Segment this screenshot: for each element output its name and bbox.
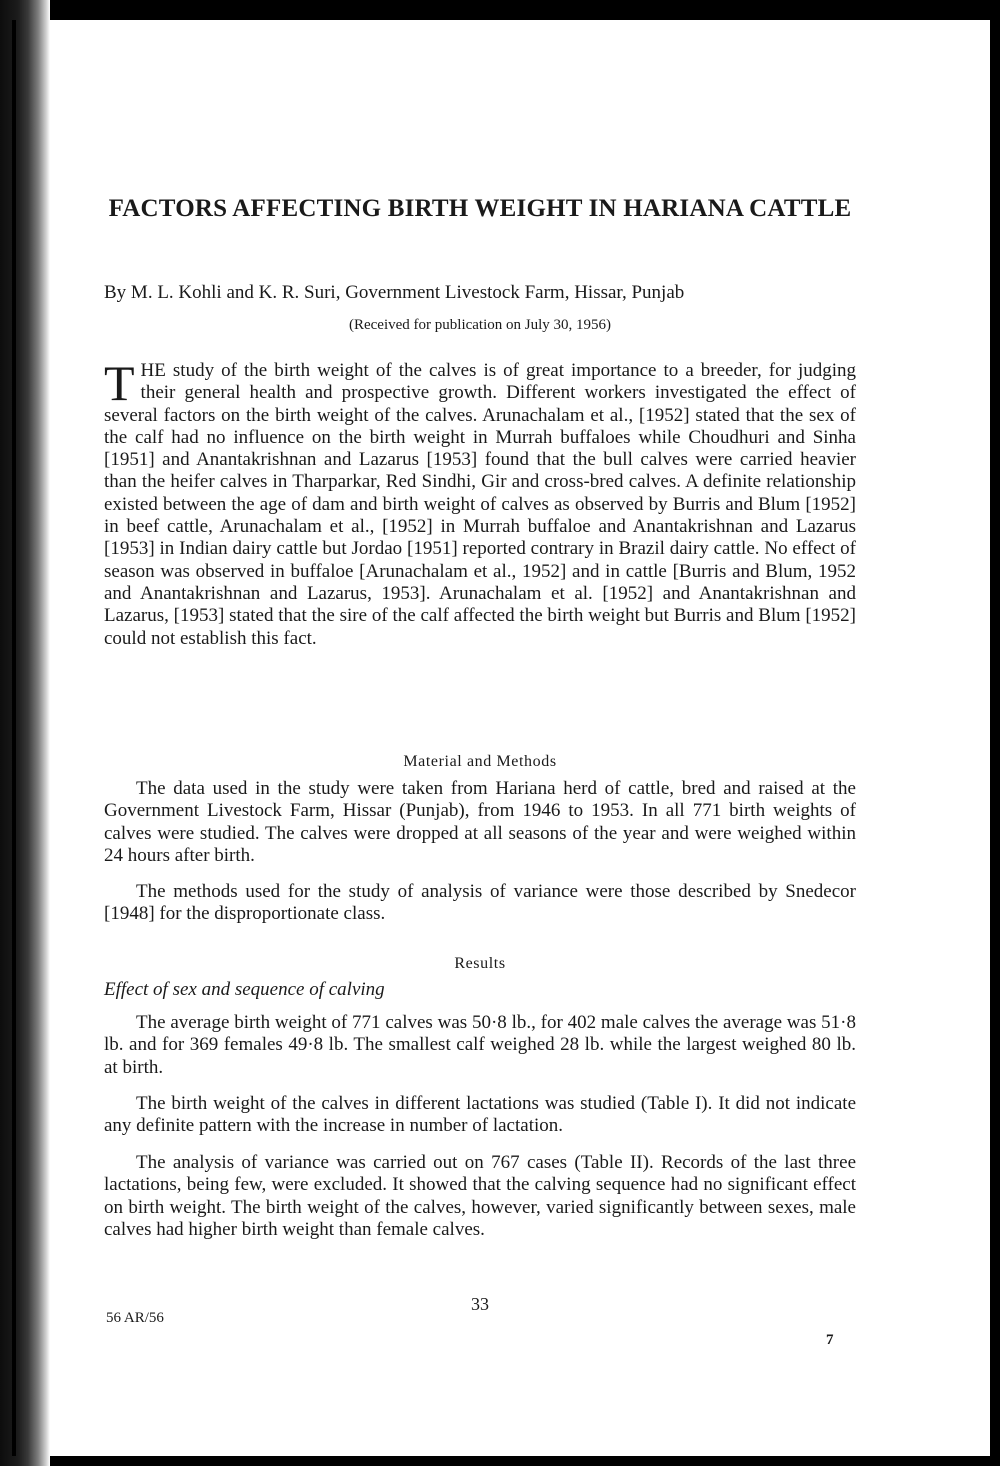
results-heading: Results xyxy=(454,955,506,972)
scan-border-bottom xyxy=(0,1456,1000,1466)
intro-text: HE study of the birth weight of the calves is of great importance to a breeder, for judging their general health and prospective growth. Different workers investigated the effect of several factors on the birth weight of the calves. Arunachalam et al., [1952] stated that the sex of the calf had no influence on the birth weight in Murrah buffaloes while Choudhuri and Sinha [1951] and Anantakrishnan and Lazarus [1953] found that the bull calves were carried heavier than the heifer calves in Tharparkar, Red Sindhi, Gir and cross-bred calves. A definite relationship existed between the age of dam and birth weight of calves as observed by Burris and Blum [1952] in beef cattle, Arunachalam et al., [1952] in Murrah buffaloe and Anantakrishnan and Lazarus [1953] in Indian dairy cattle but Jordao [1951] reported contrary in Brazil dairy cattle. No effect of season was observed in buffaloe [Arunachalam et al., 1952] and in cattle [Burris and Blum, 1952 and Anantakrishnan and Lazarus, 1953]. Arunachalam et al. [1952] and Anantakrishnan and Lazarus, [1953] stated that the sire of the calf affected the birth weight but Burris and Blum [1952] could not establish this fact. xyxy=(104,360,856,649)
scan-border-right xyxy=(990,0,1000,1466)
page-number: 33 xyxy=(471,1294,489,1314)
spine-edge-line xyxy=(12,20,16,1456)
methods-heading: Material and Methods xyxy=(403,753,557,770)
results-paragraph-2: The birth weight of the calves in different lactations was studied (Table I). It did not indicate any definite pattern with the increase in number of lactation. xyxy=(104,1093,856,1137)
author-line: By M. L. Kohli and K. R. Suri, Government Livestock Farm, Hissar, Punjab xyxy=(104,282,685,303)
drop-cap-letter: T xyxy=(104,355,135,411)
print-code: 56 AR/56 xyxy=(106,1310,164,1326)
scan-border-top xyxy=(0,0,1000,20)
methods-paragraph-2: The methods used for the study of analysis of variance were those described by Snedecor [1948] for the disproportionate class. xyxy=(104,881,856,925)
book-spine-shadow xyxy=(0,0,50,1466)
article-title: FACTORS AFFECTING BIRTH WEIGHT IN HARIANA CATTLE xyxy=(108,195,852,222)
signature-mark: 7 xyxy=(826,1332,834,1348)
results-paragraph-3: The analysis of variance was carried out on 767 cases (Table II). Records of the last three lactations, being few, were excluded. It showed that the calving sequence had no significant effect on birth weight. The birth weight of the calves, however, varied significantly between sexes, male calves had higher birth weight than female calves. xyxy=(104,1152,856,1240)
intro-paragraph xyxy=(104,355,856,650)
methods-paragraph-1: The data used in the study were taken from Hariana herd of cattle, bred and raised at the Government Livestock Farm, Hissar (Punjab), from 1946 to 1953. In all 771 birth weights of calves were studied. The calves were dropped at all seasons of the year and were weighed within 24 hours after birth. xyxy=(104,778,856,866)
results-subheading: Effect of sex and sequence of calving xyxy=(104,979,385,1000)
received-date: (Received for publication on July 30, 1956) xyxy=(348,317,612,333)
results-paragraph-1: The average birth weight of 771 calves was 50·8 lb., for 402 male calves the average was 51·8 lb. and for 369 females 49·8 lb. The smallest calf weighed 28 lb. while the largest weighed 80 lb. at birth. xyxy=(104,1012,856,1078)
